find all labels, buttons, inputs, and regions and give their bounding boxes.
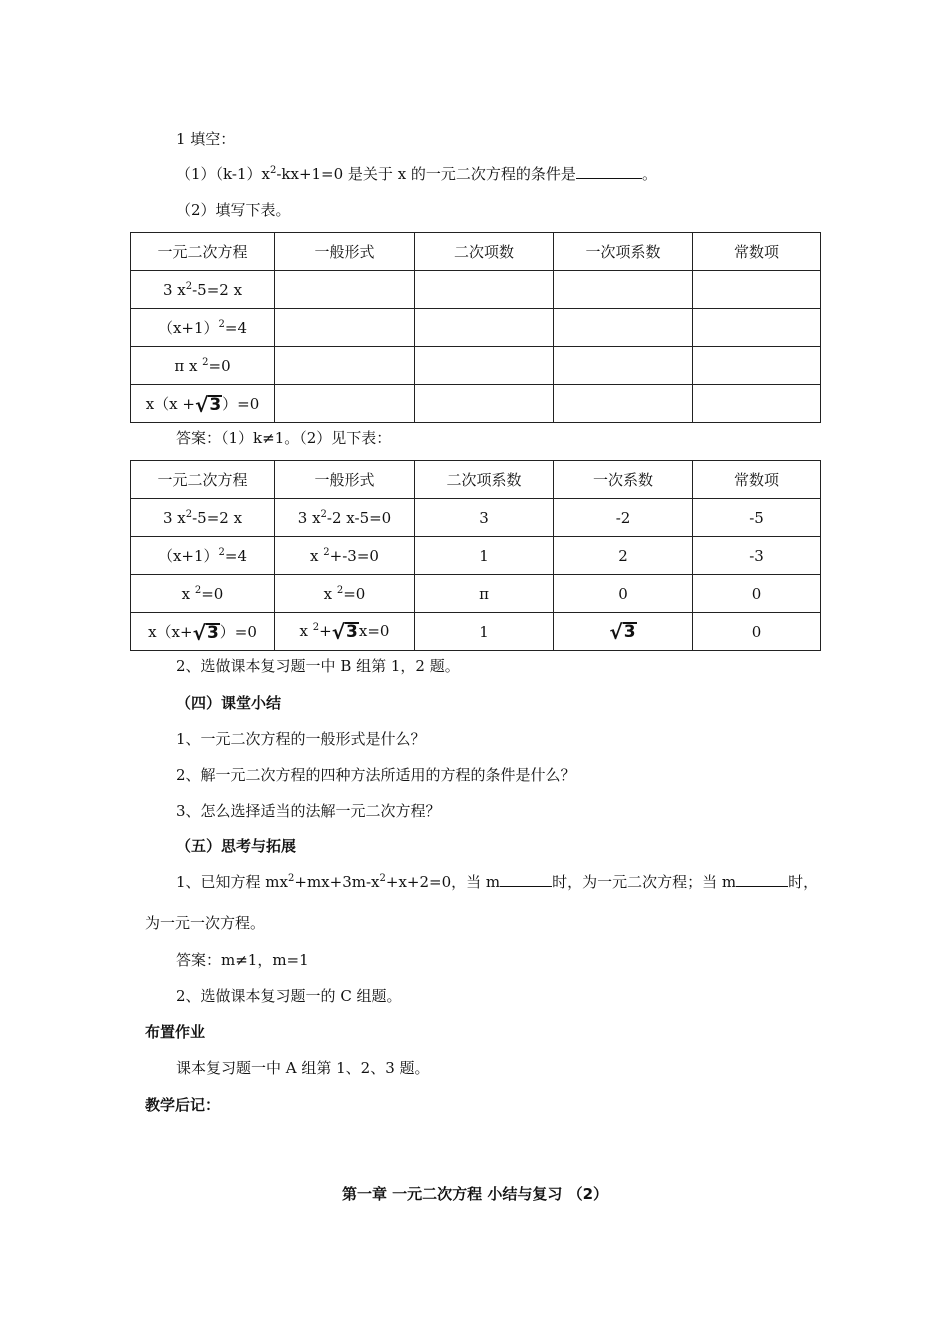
empty-cell: [275, 271, 415, 309]
equation-cell: x（x+ √ 3 ）=0: [131, 613, 275, 651]
table-row: [131, 347, 821, 385]
section-extension-heading: （五）思考与拓展: [176, 837, 297, 855]
equation-cell: $(x+1)^2=4$: [131, 309, 275, 347]
summary-item: 3、怎么选择适当的法解一元二次方程？: [176, 802, 441, 820]
table-row: [131, 537, 821, 575]
general-form-cell: x $^2$+ √ 3 x=0: [275, 613, 415, 651]
fill-title: 1 填空：: [176, 130, 236, 148]
header-cell: 常数项: [693, 233, 821, 271]
general-form-cell: x $^2$+-3=0: [275, 537, 415, 575]
table-row: [131, 271, 821, 309]
extension-question-2: 2、选做课本复习题一的 C 组题。: [176, 987, 402, 1005]
item-2: 2、选做课本复习题一中 B 组第 1，2 题。: [176, 657, 460, 675]
fill-table: [130, 232, 821, 423]
answer-blank: [576, 164, 642, 179]
constant-cell: 0: [693, 575, 821, 613]
linear-coef-cell: 2: [554, 537, 693, 575]
equation-cell: $(x+1)^2=4$: [131, 537, 275, 575]
header-cell: 一般形式: [275, 461, 415, 499]
general-form-cell: x $^2$=0: [275, 575, 415, 613]
header-cell: 一次项系数: [554, 233, 693, 271]
homework-heading: 布置作业: [145, 1023, 206, 1041]
extension-question-1-cont: 为一元一次方程。: [145, 914, 266, 932]
header-cell: 一般形式: [275, 233, 415, 271]
chapter-title: 第一章 一元二次方程 小结与复习 （2）: [341, 1185, 609, 1203]
sqrt-symbol: √ 3: [609, 619, 636, 644]
empty-cell: [275, 347, 415, 385]
linear-coef-cell: [554, 613, 693, 651]
sqrt-symbol: √ 3: [192, 620, 219, 645]
equation-cell: x $^2$=0: [131, 575, 275, 613]
empty-cell: [693, 309, 821, 347]
table-header-row: [131, 233, 821, 271]
empty-cell: [554, 271, 693, 309]
answer-1: 答案：（1）k≠1。（2）见下表：: [176, 429, 392, 447]
quadratic-coef-cell: 1: [415, 613, 554, 651]
quadratic-coef-cell: π: [415, 575, 554, 613]
section-summary-heading: （四）课堂小结: [176, 694, 282, 712]
constant-cell: -5: [693, 499, 821, 537]
sqrt-symbol: √ 3: [331, 619, 358, 644]
notes-heading: 教学后记：: [145, 1096, 221, 1114]
question-1: $(1)(k-1)x^2-kx+1=0$ 是关于 x 的一元二次方程的条件是 。: [176, 165, 657, 183]
equation-cell: 3 $x^2-5=2$ x: [131, 499, 275, 537]
answer-2: 答案：m≠1，m=1: [176, 951, 309, 969]
extension-question-1: 1、已知方程 $mx^2+mx+3m-x^2+x+2=0$，当 m 时，为一元二次方程；当 m 时，: [176, 873, 819, 891]
answer-table: [130, 460, 821, 651]
header-cell: 二次项数: [415, 233, 554, 271]
empty-cell: [275, 309, 415, 347]
equation-cell: x（x + √ 3 ）=0: [131, 385, 275, 423]
empty-cell: [415, 385, 554, 423]
table-row: [131, 309, 821, 347]
empty-cell: [415, 347, 554, 385]
linear-coef-cell: 0: [554, 575, 693, 613]
empty-cell: [554, 385, 693, 423]
empty-cell: [554, 347, 693, 385]
header-cell: 二次项系数: [415, 461, 554, 499]
header-cell: 一元二次方程: [131, 461, 275, 499]
header-cell: 常数项: [693, 461, 821, 499]
table-row: [131, 613, 821, 651]
table-header-row: [131, 461, 821, 499]
empty-cell: [693, 271, 821, 309]
table-row: [131, 499, 821, 537]
linear-coef-cell: -2: [554, 499, 693, 537]
empty-cell: [693, 347, 821, 385]
sqrt-symbol: √ 3: [194, 392, 222, 417]
empty-cell: [415, 309, 554, 347]
answer-blank: [500, 872, 552, 887]
equation-cell: π x $^2$=0: [131, 347, 275, 385]
homework-text: 课本复习题一中 A 组第 1、2、3 题。: [176, 1059, 430, 1077]
header-cell: 一次系数: [554, 461, 693, 499]
empty-cell: [693, 385, 821, 423]
header-cell: 一元二次方程: [131, 233, 275, 271]
constant-cell: 0: [693, 613, 821, 651]
table-row: [131, 575, 821, 613]
summary-item: 1、一元二次方程的一般形式是什么？: [176, 730, 426, 748]
empty-cell: [554, 309, 693, 347]
constant-cell: -3: [693, 537, 821, 575]
quadratic-coef-cell: 3: [415, 499, 554, 537]
empty-cell: [415, 271, 554, 309]
table-row: [131, 385, 821, 423]
quadratic-coef-cell: 1: [415, 537, 554, 575]
equation-cell: 3 $x^2-5=2$ x: [131, 271, 275, 309]
question-2: （2）填写下表。: [176, 201, 291, 219]
empty-cell: [275, 385, 415, 423]
answer-blank: [736, 872, 788, 887]
general-form-cell: 3 $x^2-2$ x-5=0: [275, 499, 415, 537]
summary-item: 2、解一元二次方程的四种方法所适用的方程的条件是什么？: [176, 766, 576, 784]
